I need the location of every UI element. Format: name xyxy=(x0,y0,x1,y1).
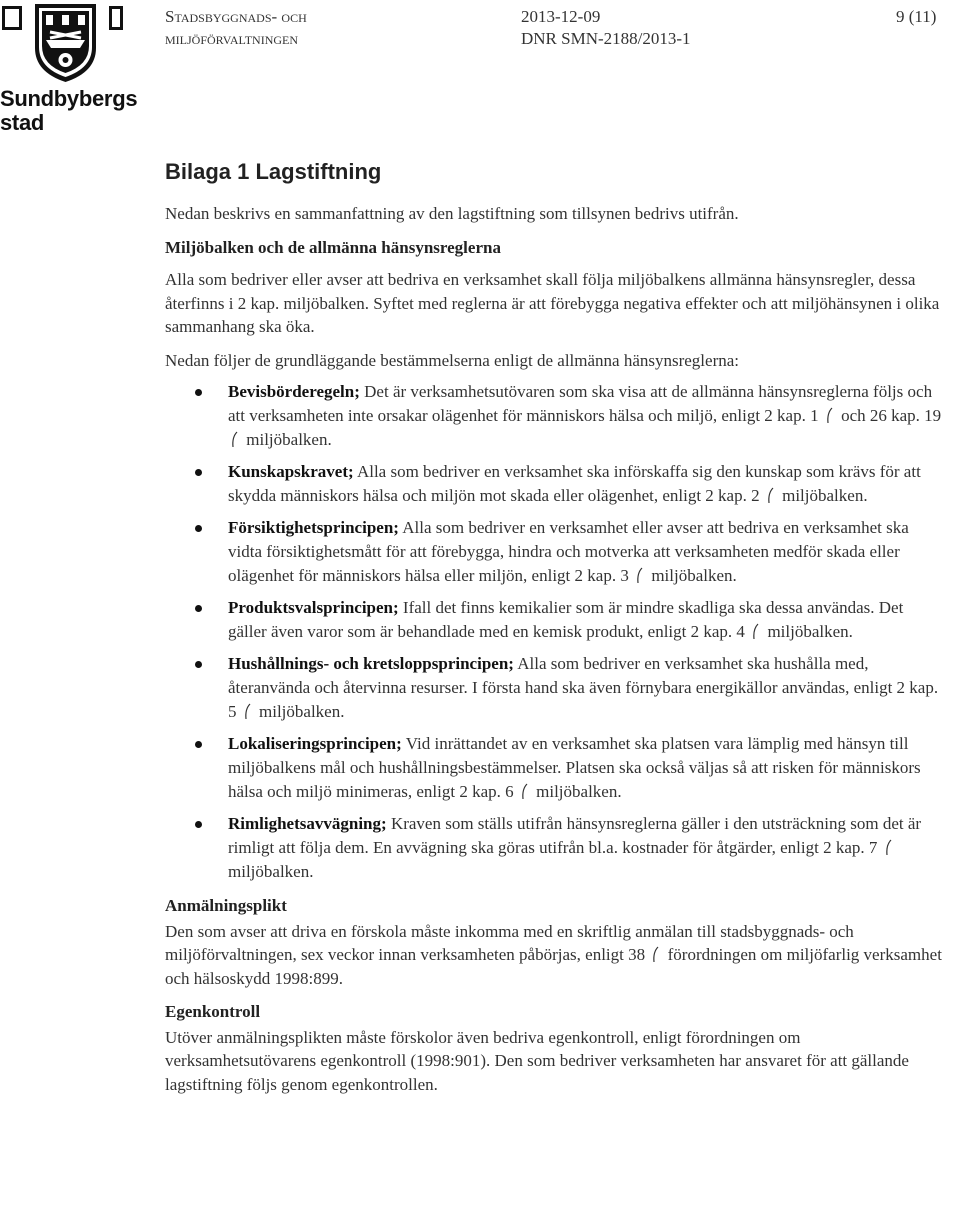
principle-term: Hushållnings- och kretsloppsprincipen; xyxy=(228,654,514,673)
coat-of-arms-icon xyxy=(0,0,125,85)
principle-text: Det är verksamhetsutövaren som ska visa att de allmänna hänsynsreglerna följs och att verksamheten inte orsakar olägenhet för människors hälsa och miljö, enligt 2 kap. 1 xyxy=(228,382,933,425)
principles-list xyxy=(165,380,945,884)
list-item xyxy=(165,652,945,724)
section1-paragraph2: Nedan följer de grundläggande bestämmelserna enligt de allmänna hänsynsreglerna: xyxy=(165,350,740,370)
bullet-icon xyxy=(195,741,202,748)
section1-paragraph1: Alla som bedriver eller avser att bedriva en verksamhet skall följa miljöbalkens allmänna hänsynsregler, dessa återfinns i 2 kap. miljöbalken. Syftet med reglerna är att förebygga negativa effekter och att miljöhänsynen i olika sammanhang ska öka. xyxy=(165,270,940,336)
list-item xyxy=(165,732,945,804)
logo-text-line1: Sundbybergs xyxy=(0,86,138,111)
document-date: 2013-12-09 xyxy=(521,7,601,26)
department-line2: miljöförvaltningen xyxy=(165,29,299,48)
principle-text: Vid inrättandet av en verksamhet ska platsen vara lämplig med hänsyn till miljöbalkens mål och hushållningsbestämmelser. Platsen ska också väljas så att risken för människors hälsa och miljö minimeras, enligt 2 kap. 6 xyxy=(228,734,921,801)
bullet-icon xyxy=(195,821,202,828)
principle-text-b: miljöbalken. xyxy=(651,566,737,585)
principle-term: Bevisbörderegeln; xyxy=(228,382,360,401)
bullet-icon xyxy=(195,389,202,396)
list-item xyxy=(165,812,945,884)
principle-text: Alla som bedriver en verksamhet ska införskaffa sig den kunskap som krävs för att skydda människors hälsa och miljön mot skada eller olägenhet, enligt 2 kap. 2 xyxy=(228,462,921,505)
section-anmalningsplikt xyxy=(165,894,945,990)
section-mark-icon xyxy=(826,407,834,424)
principle-text: Alla som bedriver en verksamhet ska hushålla med, återanvända och återvinna resurser. I första hand ska även förnybara energikällor användas, enligt 2 kap. 5 xyxy=(228,654,939,721)
principle-text: Ifall det finns kemikalier som är mindre skadliga ska dessa användas. Det gäller även varor som är behandlade med en kemisk produkt, enligt 2 kap. 4 xyxy=(228,598,904,641)
section-mark-icon xyxy=(752,623,760,640)
principle-text-b: miljöbalken. xyxy=(767,622,853,641)
principle-text-b: miljöbalken. xyxy=(259,702,345,721)
bullet-icon xyxy=(195,525,202,532)
section-egenkontroll xyxy=(165,1000,945,1096)
city-logo xyxy=(0,0,138,135)
section-mark-icon xyxy=(244,703,252,720)
section2-paragraph xyxy=(165,920,945,991)
section-mark-icon xyxy=(652,946,660,963)
document-meta xyxy=(521,6,691,50)
principle-text: Kraven som ställs utifrån hänsynsreglerna gäller i den utsträckning som det är rimligt att följa dem. En avvägning ska göras utifrån bl.a. kostnader för åtgärder, enligt 2 kap. 7 xyxy=(228,814,922,857)
section-heading-miljobalken: Miljöbalken och de allmänna hänsynsreglerna xyxy=(165,237,501,257)
page-number: 9 (11) xyxy=(896,7,937,26)
section-mark-icon xyxy=(636,567,644,584)
list-item xyxy=(165,380,945,452)
section-mark-icon xyxy=(885,839,893,856)
principle-term: Rimlighetsavvägning; xyxy=(228,814,387,833)
page-title: Bilaga 1 Lagstiftning xyxy=(165,159,382,184)
section3-paragraph: Utöver anmälningsplikten måste förskolor även bedriva egenkontroll, enligt förordningen om verksamhetsutövarens egenkontroll (1998:901). Den som bedriver verksamheten har ansvaret för att gällande lagstiftning följs genom egenkontrollen. xyxy=(165,1027,909,1094)
document-body xyxy=(165,158,945,1096)
intro-paragraph: Nedan beskrivs en sammanfattning av den lagstiftning som tillsynen bedrivs utifrån. xyxy=(165,204,739,223)
section-mark-icon xyxy=(231,431,239,448)
principle-text-b: och 26 kap. 19 xyxy=(841,406,942,425)
principle-text-b: miljöbalken. xyxy=(228,862,314,881)
principle-text-c: miljöbalken. xyxy=(246,430,332,449)
principle-text-b: miljöbalken. xyxy=(782,486,868,505)
bullet-icon xyxy=(195,605,202,612)
principle-term: Produktsvalsprincipen; xyxy=(228,598,399,617)
principle-term: Försiktighetsprincipen; xyxy=(228,518,399,537)
section-mark-icon xyxy=(521,783,529,800)
list-item xyxy=(165,516,945,588)
section-heading-egenkontroll: Egenkontroll xyxy=(165,1002,261,1021)
principle-term: Kunskapskravet; xyxy=(228,462,354,481)
department-name xyxy=(165,6,307,50)
list-item xyxy=(165,596,945,644)
list-item xyxy=(165,460,945,508)
principle-term: Lokaliseringsprincipen; xyxy=(228,734,402,753)
section-mark-icon xyxy=(767,487,775,504)
department-line1: Stadsbyggnads- och xyxy=(165,7,307,26)
principle-text-b: miljöbalken. xyxy=(536,782,622,801)
document-reference: DNR SMN-2188/2013-1 xyxy=(521,29,691,48)
logo-text-line2: stad xyxy=(0,110,45,135)
section-heading-anmalningsplikt: Anmälningsplikt xyxy=(165,896,287,915)
principle-text: Alla som bedriver en verksamhet eller avser att bedriva en verksamhet ska vidta försiktighetsmått för att förebygga, hindra och motverka att verksamheten medför skada eller olägenhet för människors hälsa eller miljön, enligt 2 kap. 3 xyxy=(228,518,909,585)
section2-text-a: Den som avser att driva en förskola måste inkomma med en skriftlig anmälan till stadsbyggnads- och miljöförvaltningen, sex veckor innan verksamheten påbörjas, enligt 38 xyxy=(165,921,854,964)
bullet-icon xyxy=(195,469,202,476)
section2-text-b: förordningen om miljöfarlig verksamhet och hälsoskydd 1998:899. xyxy=(165,945,942,988)
bullet-icon xyxy=(195,661,202,668)
logo-wordmark xyxy=(0,87,137,135)
